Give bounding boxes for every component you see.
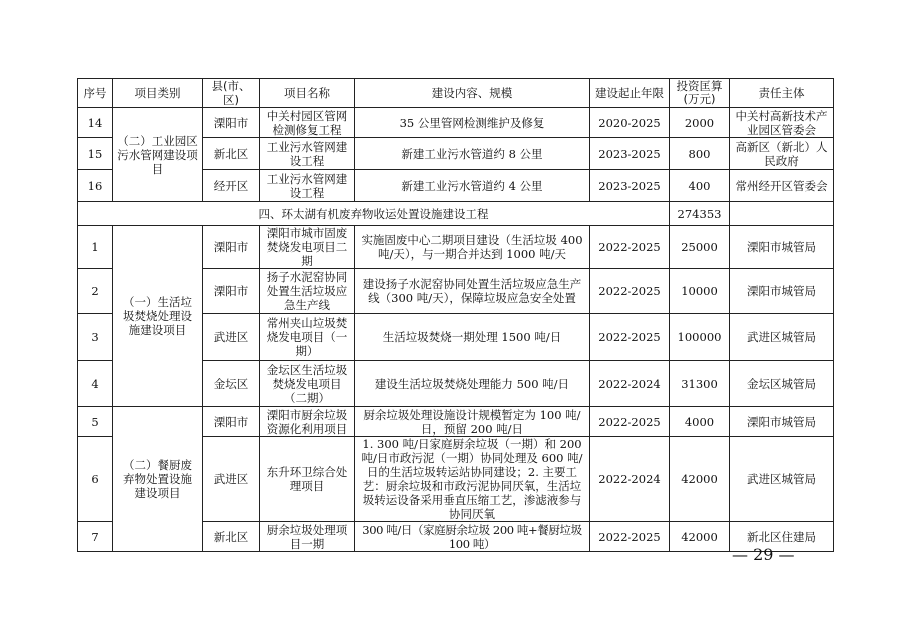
row-no: 7 xyxy=(78,522,113,552)
row-content: 建设生活垃圾焚烧处理能力 500 吨/日 xyxy=(355,361,590,407)
row-no: 1 xyxy=(78,226,113,269)
row-period: 2022-2024 xyxy=(590,437,670,522)
row-name: 厨余垃圾处理项目一期 xyxy=(260,522,355,552)
row-invest: 25000 xyxy=(670,226,730,269)
header-county: 县(市、区) xyxy=(203,79,260,108)
row-invest: 2000 xyxy=(670,108,730,138)
row-name: 溧阳市厨余垃圾资源化利用项目 xyxy=(260,407,355,437)
section-title: 四、环太湖有机废弃物收运处置设施建设工程 xyxy=(78,202,670,226)
row-county: 武进区 xyxy=(203,437,260,522)
row-content: 生活垃圾焚烧一期处理 1500 吨/日 xyxy=(355,314,590,361)
header-name: 项目名称 xyxy=(260,79,355,108)
header-category: 项目类别 xyxy=(113,79,203,108)
row-name: 扬子水泥窑协同处置生活垃圾应急生产线 xyxy=(260,269,355,314)
category-cell: （二）餐厨废弃物处置设施建设项目 xyxy=(113,407,203,552)
row-no: 15 xyxy=(78,138,113,170)
row-name: 工业污水管网建设工程 xyxy=(260,170,355,202)
row-name: 常州夹山垃圾焚烧发电项目（一期） xyxy=(260,314,355,361)
row-name: 中关村园区管网检测修复工程 xyxy=(260,108,355,138)
row-no: 2 xyxy=(78,269,113,314)
row-owner: 常州经开区管委会 xyxy=(730,170,834,202)
row-owner: 武进区城管局 xyxy=(730,314,834,361)
row-no: 5 xyxy=(78,407,113,437)
row-county: 新北区 xyxy=(203,138,260,170)
row-no: 6 xyxy=(78,437,113,522)
row-owner: 中关村高新技术产业园区管委会 xyxy=(730,108,834,138)
table-row xyxy=(78,108,834,138)
header-period: 建设起止年限 xyxy=(590,79,670,108)
header-invest: 投资匡算 (万元) xyxy=(670,79,730,108)
section-row xyxy=(78,202,834,226)
project-table xyxy=(77,78,834,552)
header-content: 建设内容、规模 xyxy=(355,79,590,108)
page-number: — 29 — xyxy=(732,545,795,564)
row-no: 4 xyxy=(78,361,113,407)
row-invest: 400 xyxy=(670,170,730,202)
row-period: 2020-2025 xyxy=(590,108,670,138)
row-name: 金坛区生活垃圾焚烧发电项目（二期） xyxy=(260,361,355,407)
row-period: 2023-2025 xyxy=(590,170,670,202)
table-row xyxy=(78,407,834,437)
row-content: 300 吨/日（家庭厨余垃圾 200 吨+餐厨垃圾 100 吨） xyxy=(355,522,590,552)
row-owner: 武进区城管局 xyxy=(730,437,834,522)
row-county: 溧阳市 xyxy=(203,407,260,437)
row-name: 工业污水管网建设工程 xyxy=(260,138,355,170)
row-owner: 溧阳市城管局 xyxy=(730,269,834,314)
section-owner-empty xyxy=(730,202,834,226)
row-period: 2022-2025 xyxy=(590,226,670,269)
row-content: 厨余垃圾处理设施设计规模暂定为 100 吨/日，预留 200 吨/日 xyxy=(355,407,590,437)
row-invest: 4000 xyxy=(670,407,730,437)
row-period: 2022-2024 xyxy=(590,361,670,407)
table-row xyxy=(78,226,834,269)
row-content: 35 公里管网检测维护及修复 xyxy=(355,108,590,138)
row-county: 溧阳市 xyxy=(203,108,260,138)
row-period: 2022-2025 xyxy=(590,407,670,437)
row-no: 3 xyxy=(78,314,113,361)
row-period: 2022-2025 xyxy=(590,522,670,552)
row-no: 14 xyxy=(78,108,113,138)
row-period: 2023-2025 xyxy=(590,138,670,170)
section-invest: 274353 xyxy=(670,202,730,226)
header-owner: 责任主体 xyxy=(730,79,834,108)
row-name: 东升环卫综合处理项目 xyxy=(260,437,355,522)
row-county: 经开区 xyxy=(203,170,260,202)
row-no: 16 xyxy=(78,170,113,202)
row-county: 新北区 xyxy=(203,522,260,552)
row-county: 武进区 xyxy=(203,314,260,361)
row-period: 2022-2025 xyxy=(590,314,670,361)
row-content: 实施固废中心二期项目建设（生活垃圾 400 吨/天），与一期合并达到 1000 吨/天 xyxy=(355,226,590,269)
row-invest: 100000 xyxy=(670,314,730,361)
row-county: 金坛区 xyxy=(203,361,260,407)
row-content: 新建工业污水管道约 8 公里 xyxy=(355,138,590,170)
row-owner: 高新区（新北）人民政府 xyxy=(730,138,834,170)
row-owner: 金坛区城管局 xyxy=(730,361,834,407)
row-county: 溧阳市 xyxy=(203,226,260,269)
row-name: 溧阳市城市固废焚烧发电项目二期 xyxy=(260,226,355,269)
row-content: 1. 300 吨/日家庭厨余垃圾（一期）和 200 吨/日市政污泥（一期）协同处理及 600 吨/日的生活垃圾转运站协同建设；2. 主要工艺：厨余垃圾和市政污泥协同厌氧，生活垃圾转运设备采用垂直压缩工艺，渗滤液参与协同厌氧 xyxy=(355,437,590,522)
row-invest: 31300 xyxy=(670,361,730,407)
row-owner: 溧阳市城管局 xyxy=(730,226,834,269)
row-invest: 42000 xyxy=(670,522,730,552)
row-content: 建设扬子水泥窑协同处置生活垃圾应急生产线（300 吨/天），保障垃圾应急安全处置 xyxy=(355,269,590,314)
category-cell: （一）生活垃圾焚烧处理设施建设项目 xyxy=(113,226,203,407)
header-no: 序号 xyxy=(78,79,113,108)
row-owner: 溧阳市城管局 xyxy=(730,407,834,437)
row-content: 新建工业污水管道约 4 公里 xyxy=(355,170,590,202)
row-invest: 800 xyxy=(670,138,730,170)
header-row xyxy=(78,79,834,108)
row-county: 溧阳市 xyxy=(203,269,260,314)
row-period: 2022-2025 xyxy=(590,269,670,314)
row-owner: 新北区住建局 xyxy=(730,522,834,552)
category-cell: （二）工业园区污水管网建设项目 xyxy=(113,108,203,202)
row-invest: 10000 xyxy=(670,269,730,314)
row-invest: 42000 xyxy=(670,437,730,522)
